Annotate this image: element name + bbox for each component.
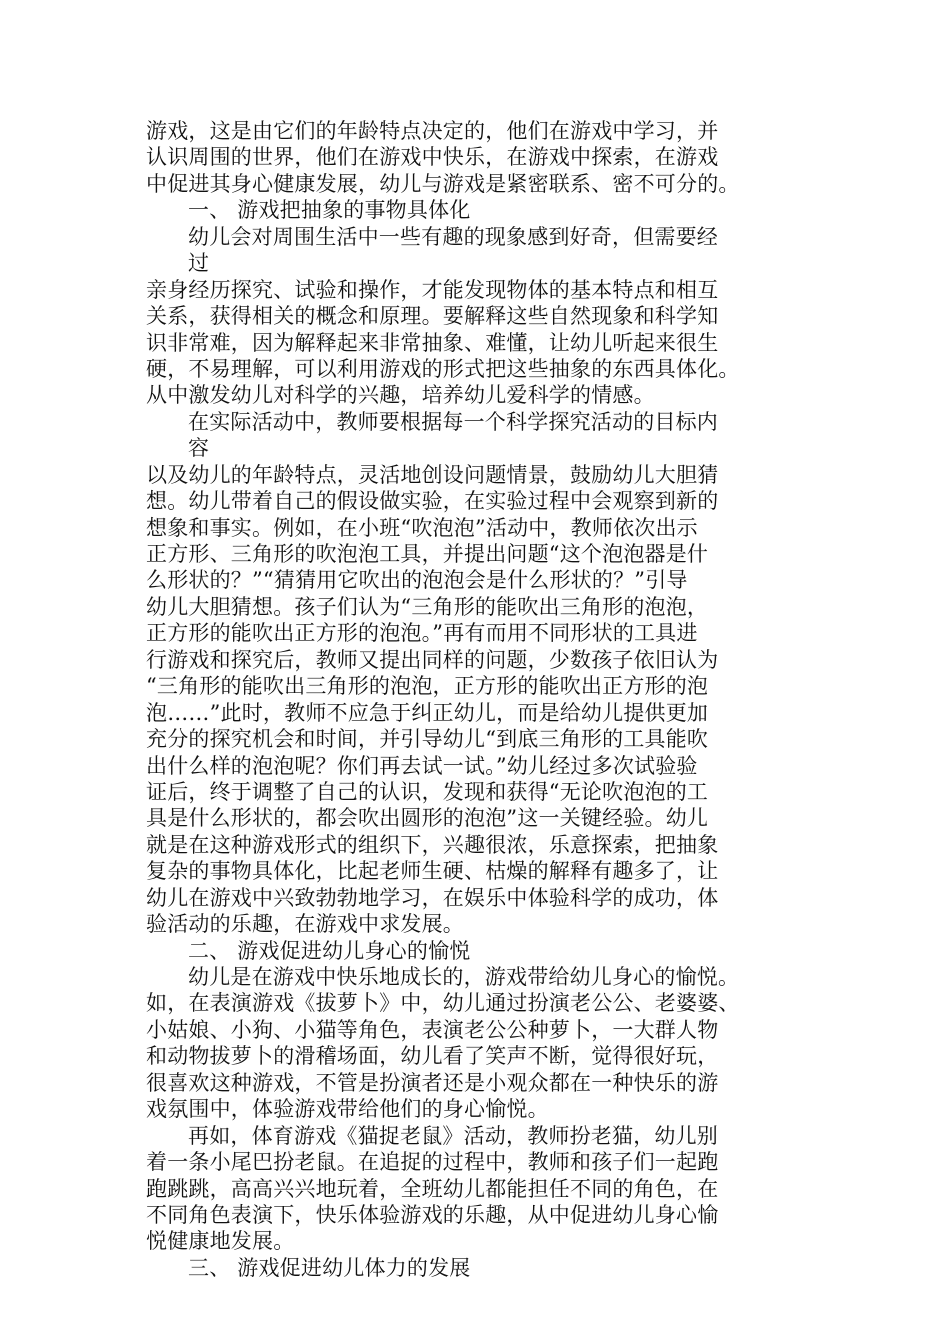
text-line: 亲身经历探究、试验和操作，才能发现物体的基本特点和相互 [146, 277, 719, 302]
text-line: 识非常难，因为解释起来非常抽象、难懂，让幼儿听起来很生 [146, 330, 719, 355]
text-line: 想。幼儿带着自己的假设做实验，在实验过程中会观察到新的 [146, 489, 719, 514]
text-line: 一、 游戏把抽象的事物具体化 [188, 198, 471, 223]
text-line: 和动物拔萝卜的滑稽场面，幼儿看了笑声不断，觉得很好玩， [146, 1044, 719, 1069]
text-line: 复杂的事物具体化，比起老师生硬、枯燥的解释有趣多了，让 [146, 859, 719, 884]
text-line: 从中激发幼儿对科学的兴趣，培养幼儿爱科学的情感。 [146, 383, 655, 408]
text-line: 充分的探究机会和时间，并引导幼儿“到底三角形的工具能吹 [146, 727, 709, 752]
text-line: 如，在表演游戏《拔萝卜》中，幼儿通过扮演老公公、老婆婆、 [146, 991, 740, 1016]
text-line: 正方形、三角形的吹泡泡工具，并提出问题“这个泡泡器是什 [146, 542, 709, 566]
text-line: 以及幼儿的年龄特点，灵活地创设问题情景，鼓励幼儿大胆猜 [146, 462, 719, 487]
text-line: 悦健康地发展。 [146, 1229, 295, 1254]
text-line: 幼儿是在游戏中快乐地成长的，游戏带给幼儿身心的愉悦。 [188, 965, 740, 989]
text-line: 行游戏和探究后，教师又提出同样的问题，少数孩子依旧认为 [146, 647, 719, 672]
text-line: 硬，不易理解，可以利用游戏的形式把这些抽象的东西具体化。 [146, 356, 740, 381]
text-line: 关系，获得相关的概念和原理。要解释这些自然现象和科学知 [146, 304, 719, 329]
body-text [146, 118, 814, 1281]
text-line: 容 [188, 436, 210, 461]
text-line: 想象和事实。例如，在小班“吹泡泡”活动中，教师依次出示 [146, 515, 698, 540]
text-line: 泡……”此时，教师不应急于纠正幼儿，而是给幼儿提供更加 [146, 700, 709, 725]
text-line: 再如，体育游戏《猫捉老鼠》活动，教师扮老猫，幼儿别 [188, 1123, 718, 1148]
text-line: 过 [188, 251, 210, 276]
text-line: 三、 游戏促进幼儿体力的发展 [188, 1255, 471, 1280]
text-line: 在实际活动中，教师要根据每一个科学探究活动的目标内 [188, 409, 718, 434]
text-line: 小姑娘、小狗、小猫等角色，表演老公公种萝卜，一大群人物 [146, 1017, 719, 1042]
text-line: 幼儿会对周围生活中一些有趣的现象感到好奇，但需要经 [188, 224, 718, 249]
text-line: “三角形的能吹出三角形的泡泡，正方形的能吹出正方形的泡 [146, 674, 709, 699]
text-line: 出什么样的泡泡呢？你们再去试一试。”幼儿经过多次试验验 [146, 753, 698, 778]
text-line: 戏氛围中，体验游戏带给他们的身心愉悦。 [146, 1097, 549, 1122]
text-line: 么形状的？”“猜猜用它吹出的泡泡会是什么形状的？”引导 [146, 568, 688, 593]
text-line: 幼儿在游戏中兴致勃勃地学习，在娱乐中体验科学的成功，体 [146, 885, 719, 910]
text-line: 幼儿大胆猜想。孩子们认为“三角形的能吹出三角形的泡泡， [146, 594, 709, 619]
text-line: 很喜欢这种游戏，不管是扮演者还是小观众都在一种快乐的游 [146, 1070, 719, 1095]
text-line: 中促进其身心健康发展，幼儿与游戏是紧密联系、密不可分的。 [146, 171, 740, 196]
text-line: 具是什么形状的，都会吹出圆形的泡泡”这一关键经验。幼儿 [146, 806, 709, 831]
text-line: 游戏，这是由它们的年龄特点决定的，他们在游戏中学习，并 [146, 119, 719, 143]
text-line: 着一条小尾巴扮老鼠。在追捉的过程中，教师和孩子们一起跑 [146, 1150, 719, 1175]
text-line: 跑跳跳，高高兴兴地玩着，全班幼儿都能担任不同的角色，在 [146, 1176, 719, 1201]
text-line: 证后，终于调整了自己的认识，发现和获得“无论吹泡泡的工 [146, 779, 709, 804]
text-line: 验活动的乐趣，在游戏中求发展。 [146, 912, 464, 937]
text-line: 不同角色表演下，快乐体验游戏的乐趣，从中促进幼儿身心愉 [146, 1202, 719, 1227]
text-line: 二、 游戏促进幼儿身心的愉悦 [188, 938, 471, 963]
text-line: 正方形的能吹出正方形的泡泡。”再有而用不同形状的工具进 [146, 621, 698, 646]
text-line: 就是在这种游戏形式的组织下，兴趣很浓，乐意探索，把抽象 [146, 832, 719, 857]
text-line: 认识周围的世界，他们在游戏中快乐，在游戏中探索，在游戏 [146, 145, 719, 170]
